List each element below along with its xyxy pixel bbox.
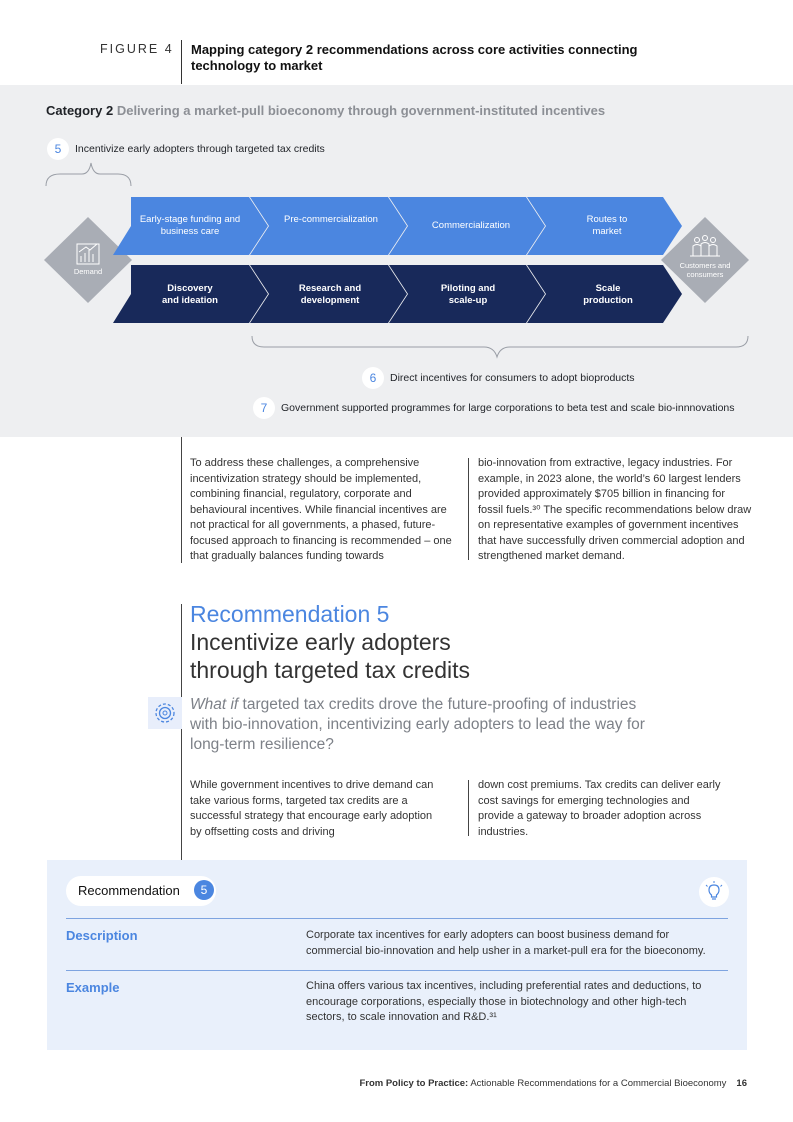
customers-label: Customers and consumers xyxy=(679,261,731,279)
recommendation-column-1: While government incentives to drive demand can take various forms, targeted tax credits are a successful strategy that encourage early adoption by offsetting costs and driving xyxy=(190,779,434,838)
rec67-brace xyxy=(252,336,748,357)
left-column-rule xyxy=(181,437,182,563)
column-divider xyxy=(468,780,469,836)
rec6-number-badge: 6 xyxy=(362,367,384,389)
column-divider xyxy=(468,458,469,560)
rec5-label: Incentivize early adopters through targeted tax credits xyxy=(75,143,325,155)
recommendation-title-line-1: Incentivize early adopters xyxy=(190,629,451,655)
figure-divider xyxy=(181,40,182,84)
bottom-step-label: Piloting and scale-up xyxy=(440,283,496,306)
rec7-label: Government supported programmes for large corporations to beta test and scale bio-innnovations xyxy=(281,402,735,414)
top-step-label: Commercialization xyxy=(431,220,511,231)
recommendation-number: Recommendation 5 xyxy=(190,601,390,627)
intro-column-1: To address these challenges, a comprehensive incentivization strategy should be implemented, combining financial, regulatory, corporate and behavioural incentives. While financial incentives are not practical for all governments, a phased, future-focused approach to financing is recommended – one that gradually balances funding towards xyxy=(190,457,452,562)
intro-column-2: bio-innovation from extractive, legacy industries. For example, in 2023 alone, the world’s 60 largest lenders provided approximately $705 billion in financing for fossil fuels.³⁰ The specific recommendations below draw on representative examples of government incentives that have successfully driven commercial adoption and strengthened market demand. xyxy=(478,457,752,562)
bottom-step-label: Discovery and ideation xyxy=(162,283,218,306)
category-description: Delivering a market-pull bioeconomy through government-instituted incentives xyxy=(116,103,606,118)
lightbulb-icon xyxy=(699,877,729,907)
footer-title: From Policy to Practice: xyxy=(359,1078,469,1089)
what-if-text: targeted tax credits drove the future-proofing of industries with bio-innovation, incentivizing early adopters to lead the way for long-term resilience? xyxy=(190,696,645,753)
page-footer xyxy=(359,1078,747,1089)
chevron-top-2 xyxy=(250,197,407,255)
description-text: Corporate tax incentives for early adopters can boost business demand for commercial bio-innovation and help usher in a market-pull era for the bioeconomy. xyxy=(306,929,706,957)
recommendation-pill-label: Recommendation xyxy=(78,883,180,898)
top-step-label: Routes to market xyxy=(586,214,628,237)
recommendation-pill-number: 5 xyxy=(194,880,214,900)
value-chain-diagram xyxy=(0,150,793,365)
example-label: Example xyxy=(66,980,120,995)
gear-icon-box xyxy=(148,697,182,729)
figure-title: Mapping category 2 recommendations across core activities connecting technology to market xyxy=(191,42,638,73)
gear-icon xyxy=(148,697,182,729)
top-step-label: Pre-commercialization xyxy=(284,214,378,225)
recommendation-column-2: down cost premiums. Tax credits can deliver early cost savings for emerging technologies and provide a gateway to broader adoption across industries. xyxy=(478,779,721,838)
bottom-step-label: Research and development xyxy=(298,283,362,306)
what-if-question xyxy=(190,695,660,755)
demand-diamond xyxy=(44,217,132,303)
page-number: 16 xyxy=(736,1078,747,1089)
recommendation-rule xyxy=(181,604,182,860)
rec5-number-badge: 5 xyxy=(47,138,69,160)
example-text: China offers various tax incentives, including preferential rates and deductions, to encourage corporations, especially those in biotechnology and other high-tech sectors, to scale innovation and R&D.³¹ xyxy=(306,980,702,1023)
recommendation-title-line-2: through targeted tax credits xyxy=(190,657,470,683)
top-step-label: Early-stage funding and business care xyxy=(139,214,241,237)
bottom-step-label: Scale production xyxy=(583,283,633,306)
demand-label: Demand xyxy=(73,267,103,276)
category-title xyxy=(46,103,605,118)
rec7-number-badge: 7 xyxy=(253,397,275,419)
rec5-brace xyxy=(46,163,131,186)
divider-line xyxy=(66,970,728,971)
what-if-lead: What if xyxy=(190,696,239,713)
category-number: Category 2 xyxy=(46,103,114,118)
recommendation-heading xyxy=(190,600,650,684)
footer-subtitle: Actionable Recommendations for a Commercial Bioeconomy xyxy=(468,1078,727,1089)
figure-label: FIGURE 4 xyxy=(100,42,174,56)
divider-line xyxy=(66,918,728,919)
description-label: Description xyxy=(66,928,138,943)
rec6-label: Direct incentives for consumers to adopt bioproducts xyxy=(390,372,635,384)
